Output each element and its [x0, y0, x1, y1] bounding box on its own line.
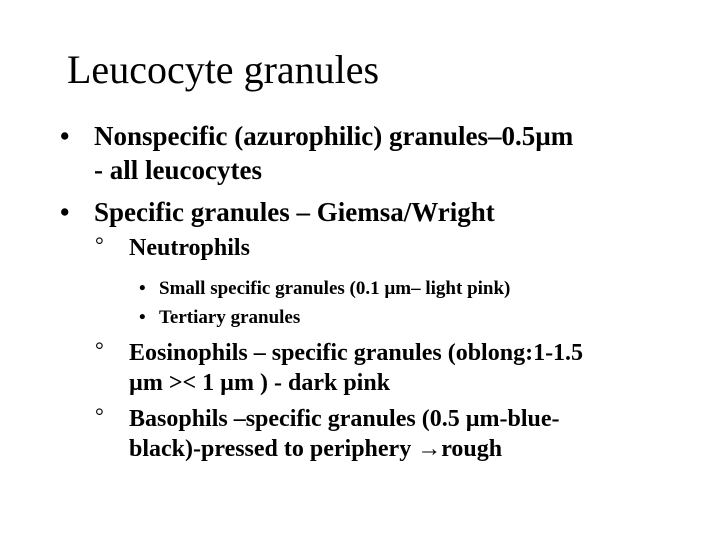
- bullet-neutrophils: [95, 232, 250, 264]
- bullet-text: Neutrophils: [129, 235, 250, 261]
- bullet-neutro-tertiary: [139, 305, 301, 330]
- bullet-text: black)-pressed to periphery →rough: [129, 436, 503, 462]
- bullet-dot-icon: •: [139, 278, 146, 299]
- bullet-basophils-cont: [129, 434, 502, 465]
- bullet-text: - all leucocytes: [94, 155, 262, 185]
- bullet-nonspecific: [60, 119, 574, 153]
- bullet-text: Eosinophils – specific granules (oblong:1-1.5: [129, 340, 584, 366]
- bullet-dot-icon: •: [139, 307, 146, 328]
- bullet-nonspecific-cont: [94, 153, 262, 187]
- bullet-circle-icon: °: [95, 232, 104, 257]
- bullet-dot-icon: •: [60, 197, 70, 227]
- bullet-circle-icon: °: [95, 403, 104, 428]
- bullet-text: Specific granules – Giemsa/Wright: [94, 197, 495, 227]
- slide-title: Leucocyte granules: [67, 47, 380, 92]
- bullet-text: Basophils –specific granules (0.5 µm-blue-: [129, 406, 560, 432]
- bullet-text: Nonspecific (azurophilic) granules–0.5µm: [94, 121, 574, 151]
- bullet-eosinophils-cont: [129, 368, 390, 399]
- bullet-text: Tertiary granules: [159, 307, 301, 328]
- bullet-basophils: [95, 403, 560, 435]
- bullet-text: Small specific granules (0.1 µm– light pink): [159, 278, 511, 299]
- bullet-circle-icon: °: [95, 337, 104, 362]
- bullet-neutro-small-granules: [139, 276, 511, 301]
- bullet-text: µm >< 1 µm ) - dark pink: [129, 370, 391, 396]
- bullet-dot-icon: •: [60, 121, 70, 151]
- bullet-eosinophils: [95, 337, 584, 369]
- bullet-specific: [60, 195, 495, 229]
